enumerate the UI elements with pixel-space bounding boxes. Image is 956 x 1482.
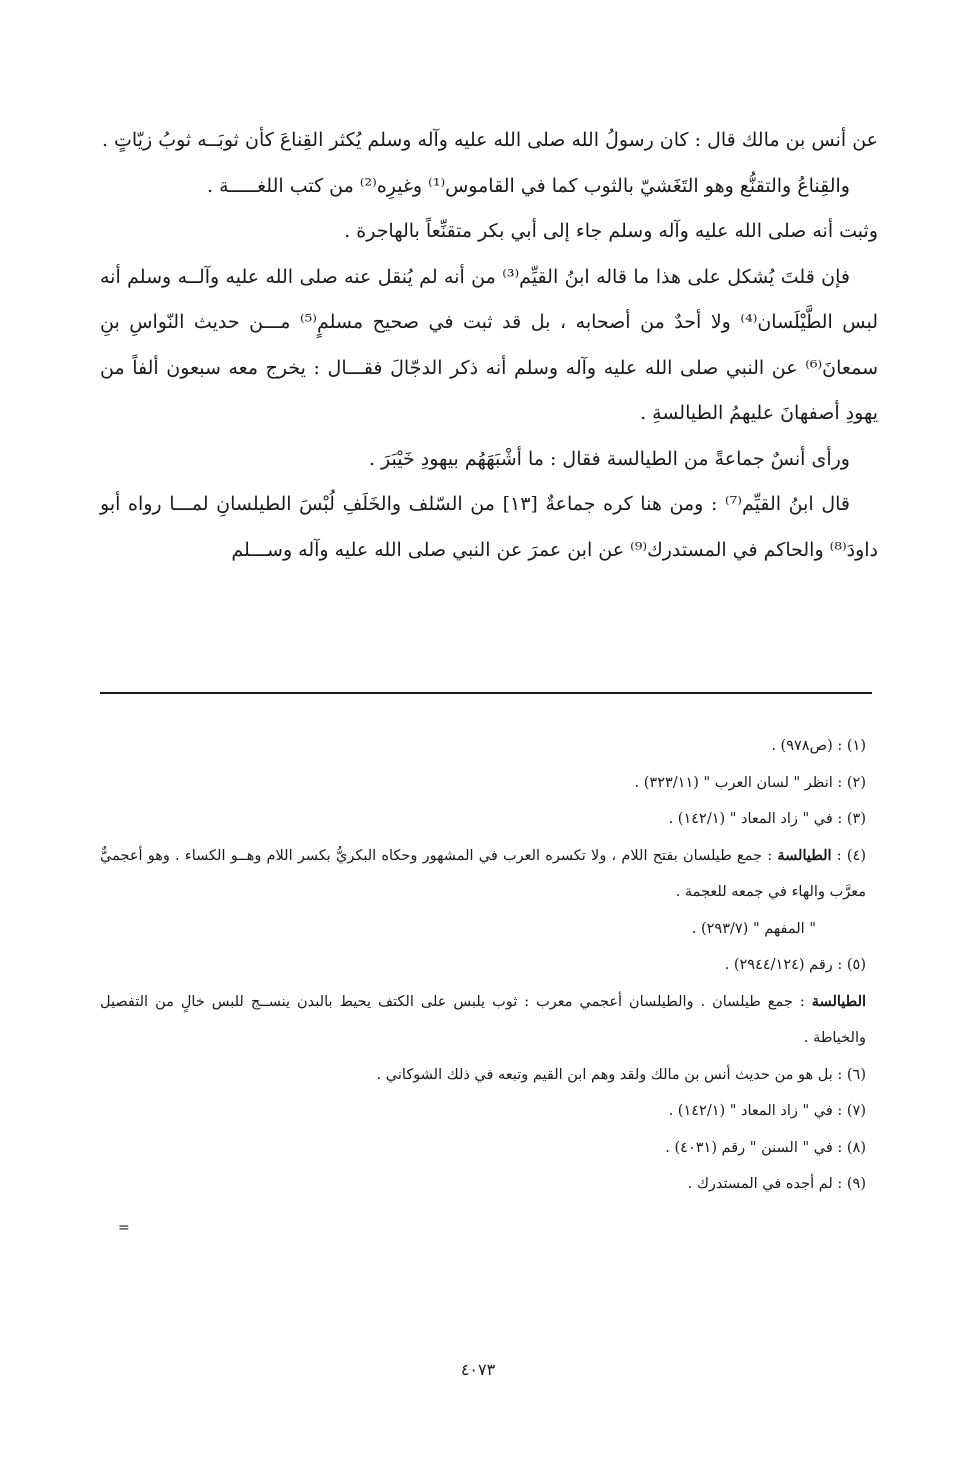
footnote-1: (١) : (ص٩٧٨) . [771,738,866,754]
paragraph-6: قال ابنُ القيِّم⁽⁷⁾ : ومن هنا كره جماعةٌ [١٣] من السّلف والخَلَفِ لُبْسَ الطيلسانِ لمـــا رواه أبو داودَ⁽⁸⁾ والحاكم في المستدرك⁽⁹⁾ عن ابن عمرَ عن النبي صلى الله عليه وآله وســـلم [100,493,878,561]
footnote-5: (٥) : رقم (٢٩٤٤/١٢٤) . [724,957,866,973]
footnotes [100,728,866,1203]
paragraph-1: عن أنس بن مالك قال : كان رسولُ الله صلى الله عليه وآله وسلم يُكثر القِناعَ كأن ثوبَــه ثوبُ زيّاتٍ . [101,129,878,151]
footnote-7: (٧) : في " زاد المعاد " (١٤٢/١) . [668,1103,866,1119]
footnote-4-term: الطيالسة [777,846,832,864]
footnote-9: (٩) : لم أجده في المستدرك . [687,1176,866,1192]
footnote-4-source: " المفهم " (٢٩٣/٧) . [691,920,816,937]
footnote-4-body: : جمع طيلسان بفتح اللام ، ولا تكسره العرب في المشهور وحكاه البكريُّ بكسر اللام وهــو الكساء . وهو أعجميٌّ معرَّب والهاء في جمعه للعجمة . [100,847,866,900]
paragraph-4: فإن قلتَ يُشكل على هذا ما قاله ابنُ القيِّم⁽³⁾ من أنه لم يُنقل عنه صلى الله عليه وآلــه وسلم أنه لبس الطَّيْلَسان⁽⁴⁾ ولا أحدٌ من أصحابه ، بل قد ثبت في صحيح مسلمٍ⁽⁵⁾ مـــن حديث النّواسِ بنِ سمعانَ⁽⁶⁾ عن النبي صلى الله عليه وآله وسلم أنه ذكر الدجّالَ فقـــال : يخرج معه سبعون ألفاً من يهودِ أصفهانَ عليهمُ الطيالسةِ . [100,265,879,424]
main-text [100,118,878,573]
page-number: ٤٠٧٣ [460,1360,496,1379]
paragraph-3: وثبت أنه صلى الله عليه وآله وسلم جاء إلى أبي بكر متقنِّعاً بالهاجرة . [344,220,878,242]
footnote-4 [100,838,866,911]
footnote-6: (٦) : بل هو من حديث أنس بن مالك ولقد وهم ابن القيم وتبعه في ذلك الشوكاني . [376,1066,866,1083]
footnote-5-note [100,984,866,1057]
footnote-5-body: : جمع طيلسان . والطيلسان أعجمي معرب : ثوب يلبس على الكتف يحيط بالبدن ينســج للبس خالٍ من التفصيل والخياطة . [100,993,866,1046]
footnote-3: (٣) : في " زاد المعاد " (١٤٢/١) . [668,811,866,827]
footnote-4-prefix: (٤) : [836,847,867,864]
footnote-2: (٢) : انظر " لسان العرب " (٣٢٣/١١) . [634,774,866,791]
footnote-5-term: الطيالسة [811,992,867,1010]
footnote-8: (٨) : في " السنن " رقم (٤٠٣١) . [665,1139,866,1156]
paragraph-2: والقِناعُ والتقنُّع وهو التَغَشيّ بالثوب كما في القاموس⁽¹⁾ وغيرِه⁽²⁾ من كتب اللغـــــة . [207,174,850,197]
paragraph-5: ورأى أنسٌ جماعةً من الطيالسة فقال : ما أشْبَهَهُم بيهودِ خَيْبَرَ . [368,447,850,470]
footnote-divider [100,692,872,694]
stray-mark: = [118,1220,130,1236]
